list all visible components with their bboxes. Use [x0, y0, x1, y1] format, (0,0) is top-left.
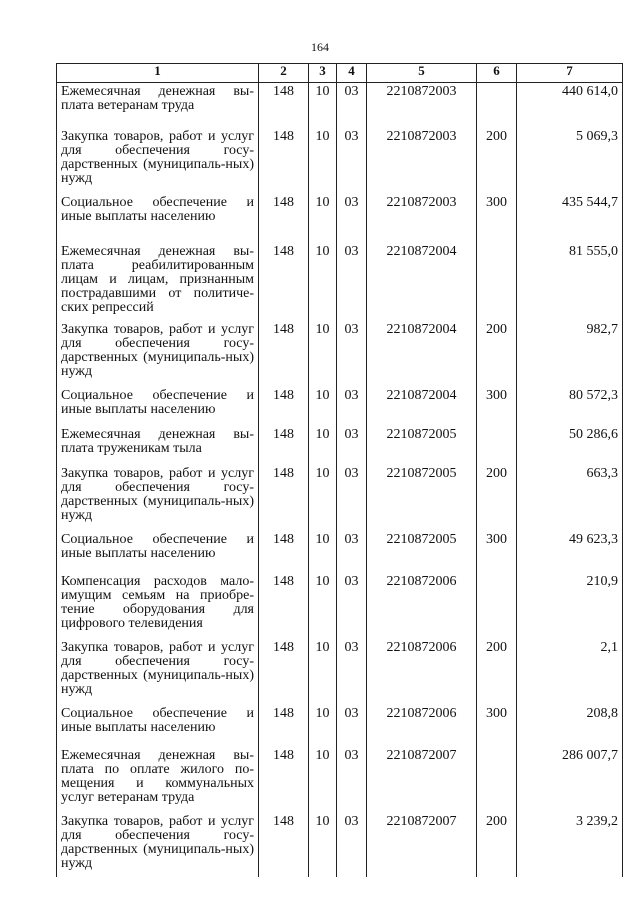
row-description: Социальное обеспечение и иные выплаты населению — [57, 387, 259, 426]
row-subsection: 03 — [337, 705, 367, 747]
row-section: 10 — [309, 531, 337, 573]
table-row — [57, 243, 623, 321]
col-header-2: 2 — [259, 64, 309, 83]
row-amount: 663,3 — [517, 465, 623, 531]
row-expense-type: 300 — [477, 387, 517, 426]
row-target-item: 2210872003 — [367, 194, 477, 243]
row-description: Компенсация расходов мало-имущим семьям на приобре-тение оборудования для цифрового телевидения — [57, 573, 259, 639]
table-row — [57, 639, 623, 705]
row-subsection: 03 — [337, 321, 367, 387]
row-expense-type: 200 — [477, 465, 517, 531]
table-row — [57, 426, 623, 465]
row-amount: 2,1 — [517, 639, 623, 705]
row-code-admin: 148 — [259, 83, 309, 128]
row-amount: 49 623,3 — [517, 531, 623, 573]
table-row — [57, 387, 623, 426]
row-amount: 5 069,3 — [517, 128, 623, 194]
table-row — [57, 573, 623, 639]
row-subsection: 03 — [337, 83, 367, 128]
row-section: 10 — [309, 321, 337, 387]
row-description: Ежемесячная денежная вы-плата по оплате жилого по-мещения и коммунальных услуг ветеранам труда — [57, 747, 259, 813]
row-subsection: 03 — [337, 639, 367, 705]
row-description: Ежемесячная денежная вы-плата труженикам тыла — [57, 426, 259, 465]
row-section: 10 — [309, 705, 337, 747]
table-row — [57, 813, 623, 877]
row-section: 10 — [309, 465, 337, 531]
row-code-admin: 148 — [259, 573, 309, 639]
row-expense-type: 300 — [477, 705, 517, 747]
row-expense-type: 300 — [477, 531, 517, 573]
row-target-item: 2210872007 — [367, 747, 477, 813]
row-subsection: 03 — [337, 531, 367, 573]
table-row — [57, 705, 623, 747]
row-code-admin: 148 — [259, 194, 309, 243]
table-row — [57, 83, 623, 128]
col-header-4: 4 — [337, 64, 367, 83]
row-target-item: 2210872007 — [367, 813, 477, 877]
col-header-5: 5 — [367, 64, 477, 83]
table-header-row — [57, 64, 623, 83]
col-header-6: 6 — [477, 64, 517, 83]
row-description: Ежемесячная денежная вы- плата ветеранам труда — [57, 83, 259, 128]
row-target-item: 2210872005 — [367, 531, 477, 573]
row-code-admin: 148 — [259, 426, 309, 465]
row-section: 10 — [309, 243, 337, 321]
row-amount: 50 286,6 — [517, 426, 623, 465]
row-target-item: 2210872006 — [367, 705, 477, 747]
row-description: Ежемесячная денежная вы-плата реабилитированным лицам и лицам, признанным пострадавшими от политиче-ских репрессий — [57, 243, 259, 321]
row-description: Закупка товаров, работ и услуг для обеспечения госу-дарственных (муниципаль-ных) нужд — [57, 128, 259, 194]
row-amount: 208,8 — [517, 705, 623, 747]
row-subsection: 03 — [337, 465, 367, 531]
row-target-item: 2210872006 — [367, 573, 477, 639]
row-subsection: 03 — [337, 426, 367, 465]
row-code-admin: 148 — [259, 243, 309, 321]
table-row — [57, 531, 623, 573]
row-section: 10 — [309, 573, 337, 639]
table-row — [57, 465, 623, 531]
row-subsection: 03 — [337, 813, 367, 877]
budget-table — [56, 63, 623, 877]
row-subsection: 03 — [337, 194, 367, 243]
row-target-item: 2210872005 — [367, 465, 477, 531]
row-amount: 80 572,3 — [517, 387, 623, 426]
row-subsection: 03 — [337, 243, 367, 321]
row-expense-type: 200 — [477, 321, 517, 387]
row-code-admin: 148 — [259, 465, 309, 531]
row-code-admin: 148 — [259, 321, 309, 387]
page-number: 164 — [311, 40, 329, 54]
row-section: 10 — [309, 426, 337, 465]
row-amount: 440 614,0 — [517, 83, 623, 128]
row-target-item: 2210872005 — [367, 426, 477, 465]
row-target-item: 2210872003 — [367, 83, 477, 128]
row-target-item: 2210872004 — [367, 387, 477, 426]
row-expense-type — [477, 747, 517, 813]
row-subsection: 03 — [337, 747, 367, 813]
row-description: Закупка товаров, работ и услуг для обеспечения госу-дарственных (муниципаль-ных) нужд — [57, 465, 259, 531]
row-code-admin: 148 — [259, 387, 309, 426]
row-expense-type — [477, 426, 517, 465]
row-description: Социальное обеспечение и иные выплаты населению — [57, 194, 259, 243]
table-row — [57, 128, 623, 194]
row-target-item: 2210872004 — [367, 321, 477, 387]
row-expense-type — [477, 83, 517, 128]
row-code-admin: 148 — [259, 531, 309, 573]
row-amount: 81 555,0 — [517, 243, 623, 321]
col-header-3: 3 — [309, 64, 337, 83]
row-description: Закупка товаров, работ и услуг для обеспечения госу-дарственных (муниципаль-ных) нужд — [57, 639, 259, 705]
table-row — [57, 194, 623, 243]
row-section: 10 — [309, 387, 337, 426]
row-section: 10 — [309, 813, 337, 877]
row-target-item: 2210872006 — [367, 639, 477, 705]
row-section: 10 — [309, 83, 337, 128]
row-amount: 982,7 — [517, 321, 623, 387]
row-target-item: 2210872003 — [367, 128, 477, 194]
row-code-admin: 148 — [259, 747, 309, 813]
row-section: 10 — [309, 128, 337, 194]
row-expense-type — [477, 243, 517, 321]
row-expense-type: 200 — [477, 813, 517, 877]
row-expense-type: 300 — [477, 194, 517, 243]
row-expense-type — [477, 573, 517, 639]
row-code-admin: 148 — [259, 128, 309, 194]
row-amount: 210,9 — [517, 573, 623, 639]
row-code-admin: 148 — [259, 639, 309, 705]
row-section: 10 — [309, 639, 337, 705]
table-row — [57, 321, 623, 387]
row-expense-type: 200 — [477, 128, 517, 194]
row-section: 10 — [309, 747, 337, 813]
row-amount: 3 239,2 — [517, 813, 623, 877]
row-code-admin: 148 — [259, 705, 309, 747]
table-row — [57, 747, 623, 813]
row-amount: 435 544,7 — [517, 194, 623, 243]
row-subsection: 03 — [337, 573, 367, 639]
row-description: Закупка товаров, работ и услуг для обеспечения госу-дарственных (муниципаль-ных) нужд — [57, 321, 259, 387]
col-header-7: 7 — [517, 64, 623, 83]
row-description: Социальное обеспечение и иные выплаты населению — [57, 531, 259, 573]
row-expense-type: 200 — [477, 639, 517, 705]
row-subsection: 03 — [337, 128, 367, 194]
row-description: Закупка товаров, работ и услуг для обеспечения госу-дарственных (муниципаль-ных) нужд — [57, 813, 259, 877]
row-subsection: 03 — [337, 387, 367, 426]
col-header-1: 1 — [57, 64, 259, 83]
row-section: 10 — [309, 194, 337, 243]
row-amount: 286 007,7 — [517, 747, 623, 813]
row-description: Социальное обеспечение и иные выплаты населению — [57, 705, 259, 747]
row-code-admin: 148 — [259, 813, 309, 877]
row-target-item: 2210872004 — [367, 243, 477, 321]
